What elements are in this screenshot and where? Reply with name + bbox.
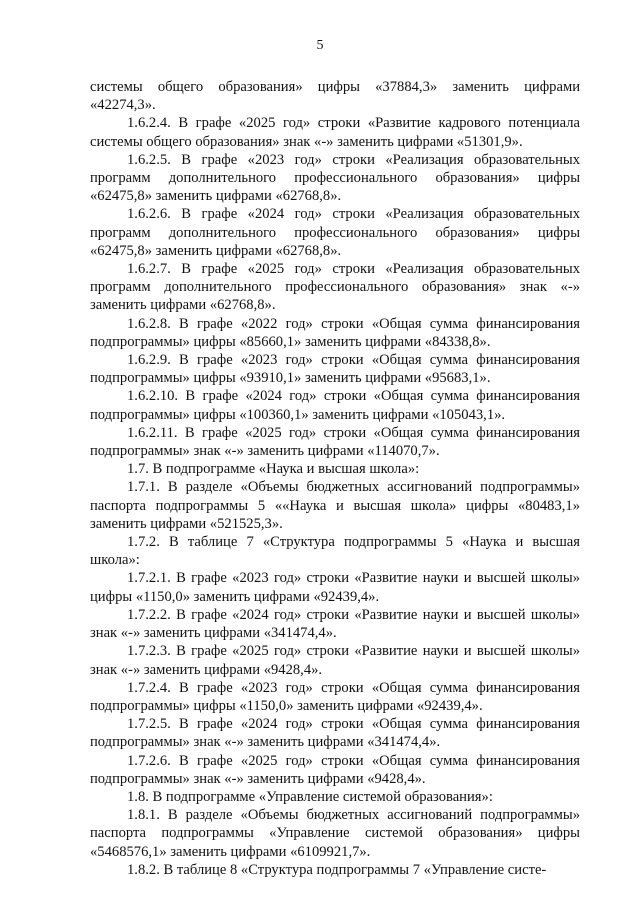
paragraph: 1.6.2.9. В графе «2023 год» строки «Общая сумма финансирования подпрограммы» цифры «93910,1» заменить цифрами «95683,1».	[90, 352, 580, 387]
paragraph: 1.7.2.6. В графе «2025 год» строки «Общая сумма финансирования подпрограммы» знак «-» заменить цифрами «9428,4».	[90, 752, 580, 787]
paragraph: 1.6.2.5. В графе «2023 год» строки «Реализация образовательных программ дополнительного профессионального образования» цифры «62475,8» заменить цифрами «62768,8».	[90, 151, 580, 205]
paragraph: 1.6.2.11. В графе «2025 год» строки «Общая сумма финансирования подпрограммы» знак «-» заменить цифрами «114070,7».	[90, 424, 580, 460]
paragraph: системы общего образования» цифры «37884,3» заменить цифрами «42274,3».	[90, 79, 580, 114]
paragraph: 1.7.1. В разделе «Объемы бюджетных ассигнований подпрограммы» паспорта подпрограммы 5 ««Наука и высшая школа» цифры «80483,1» заменить цифрами «521525,3».	[90, 479, 580, 532]
paragraph: 1.7.2.4. В графе «2023 год» строки «Общая сумма финансирования подпрограммы» цифры «1150,0» заменить цифрами «92439,4».	[90, 679, 580, 714]
paragraph: 1.7.2.2. В графе «2024 год» строки «Развитие науки и высшей школы» знак «-» заменить цифрами «341474,4».	[90, 606, 580, 642]
page-number: 5	[316, 38, 324, 53]
section-heading: 1.7. В подпрограмме «Наука и высшая школа»:	[127, 461, 420, 478]
paragraph: 1.6.2.6. В графе «2024 год» строки «Реализация образовательных программ дополнительного профессионального образования» цифры «62475,8» заменить цифрами «62768,8».	[90, 206, 580, 259]
paragraph: 1.6.2.8. В графе «2022 год» строки «Общая сумма финансирования подпрограммы» цифры «85660,1» заменить цифрами «84338,8».	[90, 315, 580, 350]
paragraph: 1.6.2.4. В графе «2025 год» строки «Развитие кадрового потенциала системы общего образования» знак «-» заменить цифрами «51301,9».	[90, 115, 580, 150]
paragraph: 1.7.2.3. В графе «2025 год» строки «Развитие науки и высшей школы» знак «-» заменить цифрами «9428,4».	[90, 643, 580, 678]
paragraph: 1.6.2.7. В графе «2025 год» строки «Реализация образовательных программ дополнительного профессионального образования» знак «-» заменить цифрами «62768,8».	[90, 261, 580, 314]
paragraph: 1.8.1. В разделе «Объемы бюджетных ассигнований подпрограммы» паспорта подпрограммы «Управление системой образования» цифры «5468576,1» заменить цифрами «6109921,7».	[90, 807, 580, 860]
paragraph: 1.8.2. В таблице 8 «Структура подпрограммы 7 «Управление систе-	[127, 861, 547, 878]
paragraph: 1.6.2.10. В графе «2024 год» строки «Общая сумма финансирования подпрограммы» цифры «100360,1» заменить цифрами «105043,1».	[90, 388, 580, 423]
paragraph: 1.7.2.1. В графе «2023 год» строки «Развитие науки и высшей школы» цифры «1150,0» заменить цифрами «92439,4».	[90, 570, 580, 605]
section-heading: 1.8. В подпрограмме «Управление системой образования»:	[127, 788, 493, 805]
paragraph: 1.7.2. В таблице 7 «Структура подпрограммы 5 «Наука и высшая школа»:	[90, 534, 580, 569]
paragraph: 1.7.2.5. В графе «2024 год» строки «Общая сумма финансирования подпрограммы» знак «-» заменить цифрами «341474,4».	[90, 716, 580, 751]
document-body	[90, 78, 580, 879]
